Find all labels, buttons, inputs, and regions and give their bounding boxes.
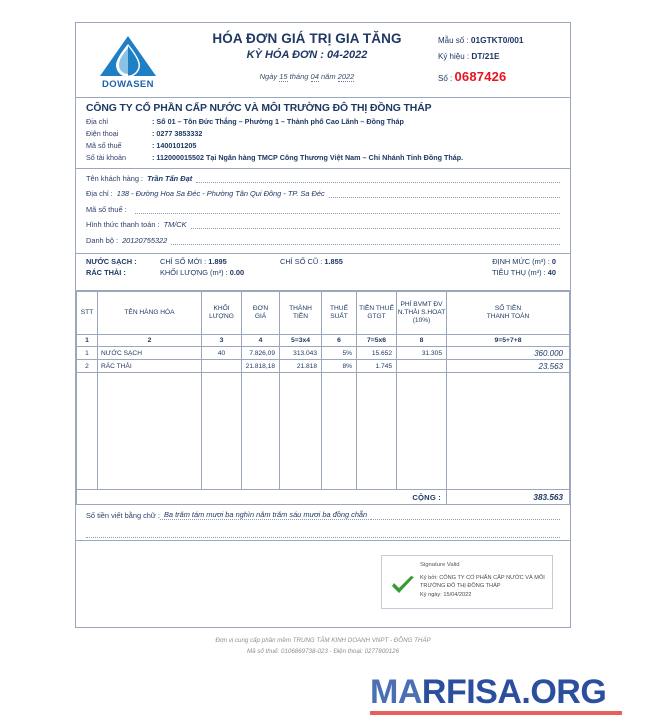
form-code-row <box>438 33 564 49</box>
seller-phone-value: : 0277 3853332 <box>152 128 203 138</box>
col-vat <box>357 292 397 335</box>
watermark-text-bold: RFISA.ORG <box>421 673 607 711</box>
clean-water-label: NƯỚC SẠCH : <box>86 257 137 266</box>
row1-total: 360.000 <box>447 347 570 360</box>
blank-5 <box>280 373 322 490</box>
blank-7 <box>357 373 397 490</box>
column-number-row <box>77 335 570 347</box>
seller-tax-row <box>86 140 560 152</box>
quota-row <box>492 256 556 267</box>
sign-date-value: 15/04/2022 <box>443 591 472 598</box>
quota-value: 0 <box>551 257 556 266</box>
signature-zone <box>76 541 570 629</box>
col-vat-l1: TIỀN THUẾ <box>359 304 394 312</box>
grand-total-label: CỘNG : <box>77 490 447 505</box>
row2-quantity <box>202 360 242 373</box>
serial-value: DT/21E <box>471 50 500 61</box>
digital-signature-box <box>381 555 553 609</box>
seller-tax-value: : 1400101205 <box>152 140 197 150</box>
col-bvmt <box>397 292 447 335</box>
seller-block <box>76 98 570 169</box>
blank-4 <box>242 373 280 490</box>
col-bvmt-l2: N.THẢI S.HOAT <box>397 308 446 316</box>
seller-phone-row <box>86 128 560 140</box>
colnum-5: 5=3x4 <box>280 335 322 347</box>
watermark-text-light: MA <box>370 673 422 711</box>
customer-code-row <box>86 236 560 245</box>
row1-stt: 1 <box>77 347 98 360</box>
buyer-block <box>76 169 570 255</box>
col-tax-rate <box>322 292 357 335</box>
row2-stt: 2 <box>77 360 98 373</box>
invoice-number-label: Số : <box>438 73 453 83</box>
seller-name: CÔNG TY CỔ PHẦN CẤP NƯỚC VÀ MÔI TRƯỜNG ĐÔ THỊ ĐỒNG THÁP <box>86 103 432 114</box>
col-tax-rate-l2: SUẤT <box>330 313 348 320</box>
row1-tax-rate: 5% <box>322 347 357 360</box>
grand-total-value: 383.563 <box>447 490 570 505</box>
colnum-8: 8 <box>397 335 447 347</box>
dowasen-droplet-icon <box>98 34 158 78</box>
row1-vat: 15.652 <box>357 347 397 360</box>
buyer-tax-label: Mã số thuế : <box>86 204 127 214</box>
date-month: 04 <box>310 72 319 81</box>
consumption-value: 40 <box>547 268 556 278</box>
col-unit-price-l1: ĐƠN <box>252 304 269 312</box>
colnum-7: 7=5x6 <box>357 335 397 347</box>
amount-in-words-label: Số tiền viết bằng chữ : <box>86 511 160 520</box>
quota-block <box>492 256 556 278</box>
buyer-address-label: Địa chỉ : <box>86 189 113 198</box>
invoice-meta-block <box>434 23 570 97</box>
row2-total: 23.563 <box>447 360 570 373</box>
col-quantity <box>202 292 242 335</box>
seller-address-label: Địa chỉ <box>86 117 108 126</box>
meter-reading-block <box>76 254 570 291</box>
seller-phone-label: Điện thoại <box>86 128 119 138</box>
row2-unit-price: 21.818,18 <box>242 360 280 373</box>
buyer-address-value: 138 - Đường Hoa Sa Đéc - Phường Tân Qui Đông - TP. Sa Đéc <box>116 189 325 198</box>
row1-quantity: 40 <box>202 347 242 360</box>
row2-name: RÁC THẢI <box>98 360 202 373</box>
form-code-label: Mẫu số : <box>438 36 469 45</box>
customer-code-label: Danh bộ : <box>86 235 119 245</box>
blank-8 <box>397 373 447 490</box>
buyer-tax-fill <box>135 205 560 214</box>
footer-line-1: Đơn vị cung cấp phần mềm TRUNG TÂM KINH DOANH VNPT - ĐỒNG THÁP <box>215 637 431 644</box>
col-tax-rate-l1: THUẾ <box>330 304 348 312</box>
buyer-address-fill <box>329 189 560 198</box>
colnum-2: 2 <box>98 335 202 347</box>
date-prefix: Ngày <box>259 72 278 81</box>
waste-volume-label: KHỐI LƯỢNG (m³) : <box>160 268 228 278</box>
company-logo <box>76 23 180 97</box>
payment-method-value: TM/CK <box>163 220 187 229</box>
col-amount <box>280 292 322 335</box>
seller-address-row <box>86 116 560 128</box>
software-provider-footer <box>0 636 646 657</box>
table-row <box>77 347 570 360</box>
clean-water-row <box>86 256 560 267</box>
blank-9 <box>447 373 570 490</box>
colnum-6: 6 <box>322 335 357 347</box>
checkmark-icon <box>386 561 420 608</box>
seller-bank-row <box>86 152 560 164</box>
buyer-name-row <box>86 174 560 183</box>
row1-bvmt: 31.305 <box>397 347 447 360</box>
colnum-9: 9=5+7+8 <box>447 335 570 347</box>
invoice-number-value: 0687426 <box>454 68 507 84</box>
seller-bank-label: Số tài khoản <box>86 152 126 162</box>
buyer-tax-row <box>86 205 560 214</box>
amount-in-words-block <box>76 505 570 541</box>
form-code-value: 01GTKT0/001 <box>470 35 524 45</box>
seller-tax-label: Mã số thuế <box>86 140 122 150</box>
table-header-row <box>77 292 570 335</box>
row1-amount: 313.043 <box>280 347 322 360</box>
blank-2 <box>98 373 202 490</box>
amount-in-words-fill2 <box>86 528 560 538</box>
seller-address-value: : Số 01 – Tôn Đức Thắng – Phường 1 – Thành phố Cao Lãnh – Đồng Tháp <box>152 117 404 126</box>
invoice-date-line <box>180 72 434 81</box>
old-index-value: 1.855 <box>324 257 343 266</box>
signature-status: Signature Valid <box>420 562 460 568</box>
customer-code-fill <box>171 236 560 245</box>
date-day: 15 <box>279 72 288 81</box>
col-quantity-l1: KHỐI <box>213 304 230 312</box>
marfisa-watermark <box>370 675 622 715</box>
new-index-label: CHỈ SỐ MỚI : <box>160 257 207 266</box>
waste-volume-cell <box>160 267 280 278</box>
col-amount-l1: THÀNH <box>289 304 312 312</box>
row2-tax-rate: 8% <box>322 360 357 373</box>
signature-signer <box>420 574 548 591</box>
old-index-label: CHỈ SỐ CŨ : <box>280 257 323 266</box>
signer-prefix: Ký bởi: <box>420 574 438 581</box>
customer-code-value: 20120755322 <box>122 235 168 245</box>
footer-line-2: Mã số thuế: 0106869738-023 - Điện thoại: 0277800126 <box>246 647 400 655</box>
date-year-label: năm <box>320 72 336 81</box>
table-empty-space <box>77 373 570 490</box>
col-bvmt-l1: PHÍ BVMT ĐV <box>400 300 443 308</box>
colnum-1: 1 <box>77 335 98 347</box>
col-bvmt-l3: (10%) <box>412 317 431 325</box>
col-total <box>447 292 570 335</box>
payment-method-row <box>86 220 560 229</box>
col-unit-price-l2: GIÁ <box>254 313 267 320</box>
new-index-cell <box>160 256 280 267</box>
table-total-row <box>77 490 570 505</box>
payment-method-label: Hình thức thanh toán : <box>86 220 160 229</box>
payment-method-fill <box>191 220 560 229</box>
blank-3 <box>202 373 242 490</box>
col-item-name: TÊN HÀNG HÓA <box>98 292 202 335</box>
col-total-l2: THANH TOÁN <box>486 313 530 320</box>
col-unit-price <box>242 292 280 335</box>
new-index-value: 1.895 <box>208 257 227 266</box>
consumption-label: TIÊU THỤ (m³) : <box>492 268 546 278</box>
amount-in-words-row <box>86 510 560 520</box>
invoice-title: HÓA ĐƠN GIÁ TRỊ GIA TĂNG <box>212 31 402 46</box>
waste-row <box>86 267 560 278</box>
invoice-header <box>76 23 570 98</box>
buyer-name-label: Tên khách hàng : <box>86 173 144 183</box>
quota-label: ĐỊNH MỨC (m³) : <box>492 257 550 266</box>
serial-row <box>438 49 564 65</box>
amount-in-words-value: Ba trăm tám mươi ba nghìn năm trăm sáu mươi ba đồng chẵn <box>160 510 371 520</box>
logo-wordmark: DOWASEN <box>102 79 154 90</box>
buyer-name-fill <box>196 174 560 183</box>
signature-date <box>420 591 548 599</box>
col-quantity-l2: LƯỢNG <box>209 313 234 320</box>
date-month-label: tháng <box>289 72 309 81</box>
serial-label: Ký hiệu : <box>438 51 470 61</box>
line-items-table <box>76 291 570 505</box>
watermark-underline <box>370 711 622 715</box>
row1-unit-price: 7.826,09 <box>242 347 280 360</box>
row2-amount: 21.818 <box>280 360 322 373</box>
table-row <box>77 360 570 373</box>
blank-6 <box>322 373 357 490</box>
invoice-number-row <box>438 65 564 89</box>
row1-name: NƯỚC SẠCH <box>98 347 202 360</box>
seller-bank-value: : 112000015502 Tại Ngân hàng TMCP Công Thương Việt Nam – Chi Nhánh Tỉnh Đồng Tháp. <box>152 152 464 162</box>
buyer-name-value: Trần Tấn Đạt <box>147 173 193 183</box>
waste-label: RÁC THẢI : <box>86 268 126 278</box>
invoice-page <box>75 22 571 628</box>
row2-vat: 1.745 <box>357 360 397 373</box>
col-vat-l2: GTGT <box>367 313 386 320</box>
signer-name: CÔNG TY CỔ PHẦN CẤP NƯỚC VÀ MÔI TRƯỜNG ĐÔ THỊ ĐỒNG THÁP <box>420 574 545 590</box>
old-index-cell <box>280 256 392 267</box>
watermark-text <box>370 675 622 709</box>
col-stt: STT <box>77 292 98 335</box>
colnum-4: 4 <box>242 335 280 347</box>
invoice-period: KỲ HÓA ĐƠN : 04-2022 <box>246 49 368 61</box>
blank-1 <box>77 373 98 490</box>
date-year: 2022 <box>337 72 355 81</box>
row2-bvmt <box>397 360 447 373</box>
amount-in-words-fill <box>371 510 560 520</box>
waste-volume-value: 0.00 <box>229 268 245 278</box>
buyer-address-row <box>86 189 560 198</box>
consumption-row <box>492 267 556 278</box>
signature-details <box>420 561 548 608</box>
col-total-l1: SỐ TIỀN <box>494 304 522 312</box>
colnum-3: 3 <box>202 335 242 347</box>
col-amount-l2: TIỀN <box>292 313 309 320</box>
sign-date-label: Ký ngày: <box>420 591 442 598</box>
invoice-title-block <box>180 23 434 97</box>
